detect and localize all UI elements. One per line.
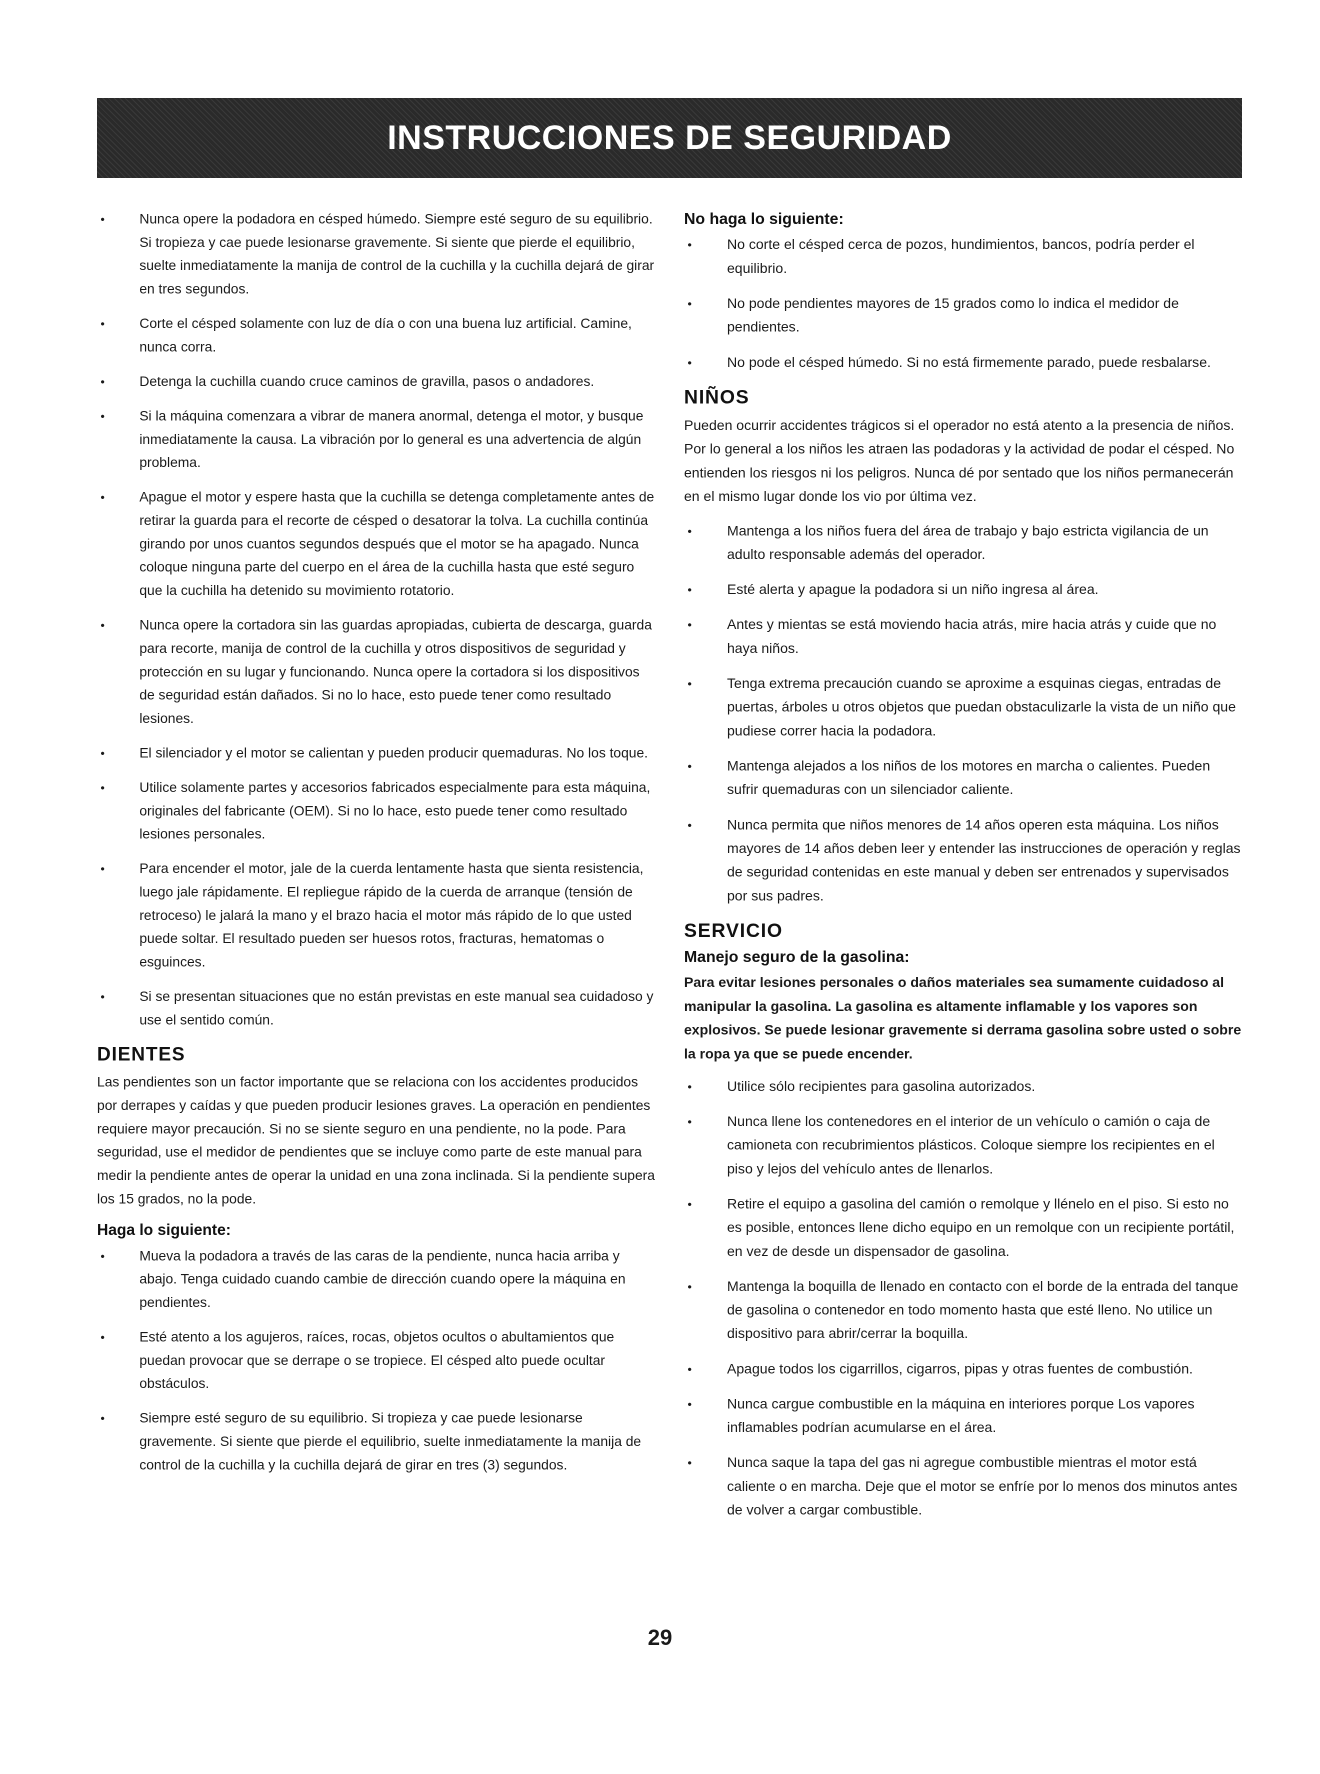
list-item: • No pode pendientes mayores de 15 grados como lo indica el medidor de pendientes. — [684, 292, 1242, 339]
bullet-icon: • — [687, 817, 692, 832]
right-column — [684, 208, 1242, 1534]
bullet-icon: • — [100, 316, 105, 331]
bullet-icon: • — [687, 355, 692, 370]
list-item: • Apague el motor y espere hasta que la cuchilla se detenga completamente antes de retirar la guarda para el recorte de césped o desatorar la tolva. La cuchilla continúa girando por unos cuantos segundos después que el motor se ha apagado. Nunca coloque ninguna parte del cuerpo en el área de la cuchilla hasta que esté seguro que la cuchilla ha detenido su movimiento rotatorio. — [97, 486, 657, 603]
list-item: • Utilice sólo recipientes para gasolina autorizados. — [684, 1075, 1242, 1099]
list-item: • Si la máquina comenzara a vibrar de manera anormal, detenga el motor, y busque inmediatamente la causa. La vibración por lo general es una advertencia de algún problema. — [97, 405, 657, 475]
bullet-icon: • — [100, 989, 105, 1004]
bullet-icon: • — [100, 374, 105, 389]
bullet-icon: • — [687, 1114, 692, 1129]
bullet-icon: • — [100, 862, 105, 876]
bullet-icon: • — [687, 1279, 692, 1294]
bullet-icon: • — [100, 780, 105, 795]
dientes-paragraph: Las pendientes son un factor importante que se relaciona con los accidentes producidos por derrapes y caídas y que pueden producir lesiones graves. La operación en pendientes requiere mayor precaución. Si no se siente seguro en una pendiente, no la pode. Para seguridad, use el medidor de pendientes que se incluye como parte de este manual para medir la pendiente antes de operar la unidad en una zona inclinada. Si la pendiente supera los 15 grados, no la pode. — [97, 1075, 655, 1207]
bullet-icon: • — [100, 1411, 105, 1426]
list-item: • No corte el césped cerca de pozos, hundimientos, bancos, podría perder el equilibrio. — [684, 233, 1242, 280]
page-number: 29 — [647, 1625, 673, 1650]
list-item: • Nunca saque la tapa del gas ni agregue combustible mientras el motor está caliente o en marcha. Deje que el motor se enfríe por lo menos dos minutos antes de volver a cargar combustible. — [684, 1451, 1242, 1522]
list-item: • Nunca cargue combustible en la máquina en interiores porque Los vapores inflamables podrían acumularse en el área. — [684, 1393, 1242, 1440]
bullet-icon: • — [100, 409, 105, 424]
bullet-icon: • — [100, 618, 105, 633]
list-item: • Nunca permita que niños menores de 14 años operen esta máquina. Los niños mayores de 14 años deben leer y entender las instrucciones de operación y reglas de seguridad contenidas en este manual y deben ser entrenados y supervisados por sus padres. — [684, 813, 1242, 908]
list-item: • Si se presentan situaciones que no están previstas en este manual sea cuidadoso y use el sentido común. — [97, 986, 657, 1033]
left-column — [97, 208, 657, 1488]
general-safety-list — [97, 208, 657, 1032]
section-heading-dientes: DIENTES — [97, 1043, 186, 1066]
banner-title: INSTRUCCIONES DE SEGURIDAD — [387, 118, 952, 157]
list-item: • Retire el equipo a gasolina del camión o remolque y llénelo en el piso. Si esto no es posible, entonces llene dicho equipo en un remolque con un recipiente portátil, en vez de desde un dispensador de gasolina. — [684, 1193, 1242, 1264]
list-item: • Esté alerta y apague la podadora si un niño ingresa al área. — [684, 578, 1242, 602]
bullet-icon: • — [687, 759, 692, 774]
list-item: • Nunca opere la cortadora sin las guardas apropiadas, cubierta de descarga, guarda para recorte, manija de control de la cuchilla y otros dispositivos de seguridad y protección en su lugar y funcionando. Nunca opere la cortadora si los dispositivos de seguridad están dañados. Si no lo hace, esto puede tener como resultado lesiones. — [97, 614, 657, 731]
list-item: • Antes y mientas se está moviendo hacia atrás, mire hacia atrás y cuide que no haya niños. — [684, 613, 1242, 660]
gasolina-warning: Para evitar lesiones personales o daños materiales sea sumamente cuidadoso al manipular la gasolina. La gasolina es altamente inflamable y los vapores son explosivos. Se puede lesionar gravemente si derrama gasolina sobre usted o sobre la ropa ya que se puede encender. — [684, 975, 1242, 1062]
list-item: • Nunca opere la podadora en césped húmedo. Siempre esté seguro de su equilibrio. Si tropieza y cae puede lesionarse gravemente. Si siente que pierde el equilibrio, suelte inmediatamente la manija de control de la cuchilla y la cuchilla dejará de girar en tres segundos. — [97, 208, 657, 301]
bullet-icon: • — [687, 617, 692, 632]
list-item: • El silenciador y el motor se calientan y pueden producir quemaduras. No los toque. — [97, 742, 657, 765]
bullet-icon: • — [100, 1330, 105, 1345]
list-item: • Siempre esté seguro de su equilibrio. Si tropieza y cae puede lesionarse gravemente. Si siente que pierde el equilibrio, suelte inmediatamente la manija de control de la cuchilla y la cuchilla dejará de girar en tres (3) segundos. — [97, 1407, 657, 1477]
list-item: • Esté atento a los agujeros, raíces, rocas, objetos ocultos o abultamientos que puedan provocar que se derrape o se tropiece. El césped alto puede ocultar obstáculos. — [97, 1326, 657, 1396]
bullet-icon: • — [100, 746, 105, 761]
section-heading-ninos: NIÑOS — [684, 386, 750, 409]
bullet-icon: • — [687, 1397, 692, 1412]
dont-list — [684, 233, 1242, 374]
bullet-icon: • — [687, 523, 692, 538]
bullet-icon: • — [100, 1249, 105, 1263]
ninos-list — [684, 520, 1242, 909]
list-item: • Mantenga a los niños fuera del área de trabajo y bajo estricta vigilancia de un adulto responsable además del operador. — [684, 520, 1242, 567]
bullet-icon: • — [100, 212, 105, 227]
list-item: • Para encender el motor, jale de la cuerda lentamente hasta que sienta resistencia, luego jale rápidamente. El repliegue rápido de la cuerda de arranque (tensión de retroceso) le jalará la mano y el brazo hacia el motor más rápido de lo que usted puede soltar. El resultado pueden ser huesos rotos, fracturas, hematomas o esguinces. — [97, 858, 657, 975]
subheading-do: Haga lo siguiente: — [97, 1221, 231, 1239]
gasolina-list — [684, 1075, 1242, 1523]
do-list — [97, 1245, 657, 1477]
list-item: • Corte el césped solamente con luz de día o con una buena luz artificial. Camine, nunca corra. — [97, 313, 657, 360]
list-item: • Nunca llene los contenedores en el interior de un vehículo o camión o caja de camioneta con recubrimientos plásticos. Coloque siempre los recipientes en el piso y lejos del vehículo antes de llenarlos. — [684, 1110, 1242, 1181]
bullet-icon: • — [100, 490, 105, 505]
subheading-gasolina: Manejo seguro de la gasolina: — [684, 947, 910, 966]
list-item: • Mantenga alejados a los niños de los motores en marcha o calientes. Pueden sufrir quemaduras con un silenciador caliente. — [684, 755, 1242, 802]
list-item: • Mueva la podadora a través de las caras de la pendiente, nunca hacia arriba y abajo. Tenga cuidado cuando cambie de dirección cuando opere la máquina en pendientes. — [97, 1245, 657, 1315]
section-heading-servicio: SERVICIO — [684, 919, 783, 942]
page-banner — [97, 98, 1242, 178]
bullet-icon: • — [687, 1455, 692, 1470]
list-item: • No pode el césped húmedo. Si no está firmemente parado, puede resbalarse. — [684, 351, 1242, 375]
bullet-icon: • — [687, 1079, 692, 1094]
bullet-icon: • — [687, 676, 692, 691]
list-item: • Utilice solamente partes y accesorios fabricados especialmente para esta máquina, originales del fabricante (OEM). Si no lo hace, esto puede tener como resultado lesiones personales. — [97, 776, 657, 846]
bullet-icon: • — [687, 1361, 692, 1376]
list-item: • Tenga extrema precaución cuando se aproxime a esquinas ciegas, entradas de puertas, árboles u otros objetos que puedan obstaculizarle la vista de un niño que pudiese correr hacia la podadora. — [684, 672, 1242, 743]
subheading-dont: No haga lo siguiente: — [684, 209, 844, 228]
bullet-icon: • — [687, 237, 692, 252]
list-item: • Apague todos los cigarrillos, cigarros, pipas y otras fuentes de combustión. — [684, 1358, 1242, 1382]
list-item: • Detenga la cuchilla cuando cruce caminos de gravilla, pasos o andadores. — [97, 370, 657, 393]
bullet-icon: • — [687, 1196, 692, 1211]
bullet-icon: • — [687, 582, 692, 597]
list-item: • Mantenga la boquilla de llenado en contacto con el borde de la entrada del tanque de gasolina o contenedor en todo momento hasta que esté lleno. No utilice un dispositivo para abrir/cerrar la boquilla. — [684, 1275, 1242, 1346]
bullet-icon: • — [687, 296, 692, 311]
ninos-paragraph: Pueden ocurrir accidentes trágicos si el operador no está atento a la presencia de niños. Por lo general a los niños les atraen las podadoras y la actividad de podar el césped. No entienden los riesgos ni los peligros. Nunca dé por sentado que los niños permanecerán en el mismo lugar donde los vio por última vez. — [684, 418, 1235, 505]
